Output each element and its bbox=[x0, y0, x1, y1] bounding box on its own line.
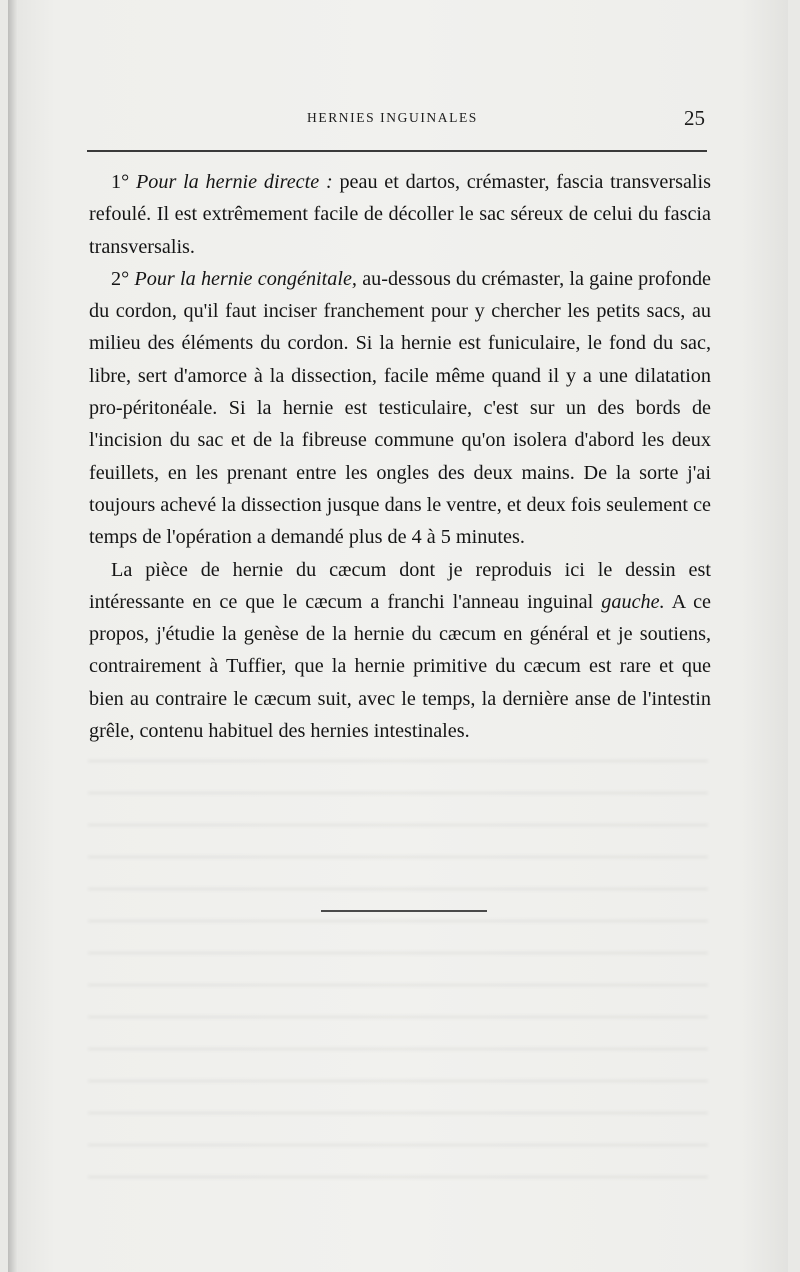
header-rule bbox=[87, 150, 707, 152]
page-gutter-shadow bbox=[8, 0, 18, 1272]
paragraph-text: A ce propos, j'étudie la genèse de la hernie du cæcum en général et je soutiens, contrairement à Tuffier, que la hernie primitive du cæcum est rare et que bien au contraire le cæcum suit, avec le temps, la dernière anse de l'intestin grêle, contenu habituel des hernies intestinales. bbox=[89, 590, 711, 743]
body-text bbox=[89, 166, 711, 747]
paragraph-caecum-hernia bbox=[89, 554, 711, 748]
paragraph-text: au-dessous du crémaster, la gaine profonde du cordon, qu'il faut inciser franchement pour y chercher les petits sacs, au milieu des éléments du cordon. Si la hernie est funiculaire, le fond du sac, libre, sert d'amorce à la dissection, facile même quand il y a une dilatation pro-péritonéale. Si la hernie est testiculaire, c'est sur un des bords de l'incision du sac et de la fibreuse commune qu'on isolera d'abord les deux feuillets, en les prenant entre les ongles des deux mains. De la sorte j'ai toujours achevé la dissection jusque dans le ventre, et deux fois seulement ce temps de l'opération a demandé plus de 4 à 5 minutes. bbox=[89, 267, 712, 549]
paragraph-number: 2° bbox=[111, 267, 135, 290]
book-page bbox=[8, 0, 788, 1272]
page-number: 25 bbox=[684, 106, 705, 130]
paragraph-direct-hernia bbox=[89, 166, 711, 263]
paragraph-text: peau et dartos, crémaster, fascia transversalis refoulé. Il est extrêmement facile de décoller le sac séreux de celui du fascia transversalis. bbox=[89, 171, 711, 258]
running-title: HERNIES INGUINALES bbox=[307, 110, 478, 125]
show-through-texture bbox=[88, 740, 708, 1180]
paragraph-number: 1° bbox=[111, 171, 136, 193]
section-end-rule bbox=[321, 910, 487, 912]
emphasized-word: gauche. bbox=[601, 590, 665, 613]
paragraph-heading: Pour la hernie congénitale, bbox=[134, 267, 357, 290]
paragraph-heading: Pour la hernie directe : bbox=[135, 171, 333, 193]
paragraph-congenital-hernia bbox=[89, 263, 711, 554]
paragraph-text: La pièce de hernie du cæcum dont je reproduis ici le dessin est intéressante en ce que le cæcum a franchi l'anneau inguinal bbox=[89, 558, 711, 613]
